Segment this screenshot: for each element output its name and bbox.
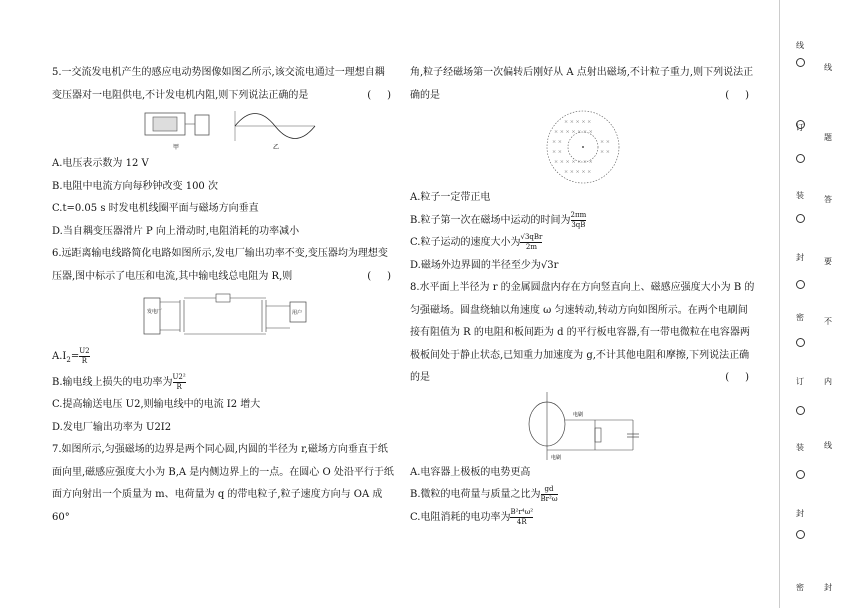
q7-b-num: 2πm	[570, 210, 587, 219]
q8-line5-text: 的是	[410, 372, 430, 383]
q6-b-num: U2²	[172, 372, 186, 381]
margin-char-outer: 密	[796, 313, 804, 322]
q7-b-den: 3qB	[571, 220, 586, 229]
margin-circle	[790, 154, 810, 165]
q5-fig-label-a: 甲	[172, 144, 179, 151]
margin-circle	[790, 338, 810, 349]
q5-stem-line2	[52, 85, 397, 108]
q6-b-fraction	[173, 373, 186, 392]
svg-text:× × × × × × ×: × × × × × × ×	[553, 159, 593, 165]
q8-c-prefix: C.电阻消耗的电功率为	[410, 511, 511, 523]
q8-b-fraction	[541, 485, 558, 504]
margin-char: 线	[824, 63, 832, 72]
margin-char: 封	[824, 583, 832, 592]
q6-a-eq: =	[70, 351, 80, 362]
q6-a-fraction	[79, 347, 89, 366]
q5-fig-label-b: 乙	[272, 144, 279, 151]
q6-a-sub: 2	[66, 356, 71, 364]
q5-option-b: B.电阻中电流方向每秒钟改变 100 次	[52, 180, 218, 192]
margin-char-outer: 密	[796, 583, 804, 592]
margin-char-outer: 订	[796, 377, 804, 386]
q6-a-prefix: A.I	[52, 351, 67, 362]
q5-figure	[52, 107, 397, 153]
margin-char: 线	[824, 441, 832, 450]
q8-c-num: B²r⁴ω²	[510, 507, 534, 516]
q6-option-a	[52, 346, 397, 372]
q7-figure	[410, 107, 755, 187]
q7-c-num: √3qBr	[520, 233, 543, 241]
q6-a-num: U2	[79, 347, 90, 355]
margin-circle	[790, 280, 810, 291]
q6-fig-right-label: 用户	[291, 310, 302, 316]
q5-stem-line1: 5.一交流发电机产生的感应电动势图像如图乙所示,该交流电通过一理想自耦	[52, 67, 385, 78]
margin-char: 不	[824, 317, 832, 326]
q8-line3: 接有阻值为 R 的电阻和板间距为 d 的平行板电容器,有一带电微粒在电容器两	[410, 327, 750, 338]
q6-a-den: R	[81, 357, 88, 365]
q7-cont-text: 确的是	[410, 89, 440, 101]
margin-circle	[790, 406, 810, 417]
margin-circle	[790, 214, 810, 225]
left-column	[52, 62, 397, 529]
q7-line3: 面方向射出一个质量为 m、电荷量为 q 的带电粒子,粒子速度方向与 OA 成 60°	[52, 489, 383, 523]
q7-option-d: D.磁场外边界圆的半径至少为√3r	[410, 259, 559, 271]
binding-line	[779, 0, 781, 608]
right-column	[410, 62, 755, 529]
margin-circle	[790, 470, 810, 481]
q8-answer-paren: ( )	[725, 372, 749, 383]
svg-text:× ×: × ×	[551, 149, 562, 155]
svg-text:× × × × ×: × × × × ×	[563, 119, 591, 125]
q8-brush-top-label: 电刷	[572, 411, 583, 418]
svg-text:× ×: × ×	[599, 139, 610, 145]
margin-char-outer: 封	[796, 253, 804, 262]
q8-option-a: A.电容器上极板的电势更高	[410, 466, 531, 478]
q7-c-fraction	[520, 233, 542, 252]
q5-stem-text: 变压器对一电阻供电,不计发电机内阻,则下列说法正确的是	[52, 89, 309, 101]
q7-c-den: 2m	[525, 243, 537, 251]
q6-stem-line1: 6.远距离输电线路简化电路如图所示,发电厂输出功率不变,变压器均为理想变	[52, 248, 388, 259]
margin-char: 答	[824, 195, 832, 204]
q6-figure	[52, 288, 397, 346]
q6-fig-left-label: 发电厂	[146, 309, 162, 315]
margin-circle	[790, 58, 810, 69]
q7-answer-paren: ( )	[725, 89, 749, 101]
q7-cont-line2	[410, 85, 755, 108]
q5-option-c: C.t=0.05 s 时发电机线圈平面与磁场方向垂直	[52, 203, 259, 214]
q8-line5	[410, 367, 755, 390]
q7-c-prefix: C.粒子运动的速度大小为	[410, 237, 521, 248]
svg-text:× ×: × ×	[599, 149, 610, 155]
margin-circle	[790, 530, 810, 541]
q8-b-den: Br²ω	[540, 495, 558, 503]
q8-brush-bottom-label: 电刷	[550, 454, 561, 461]
q8-b-prefix: B.微粒的电荷量与质量之比为	[410, 489, 541, 500]
q7-concentric-circles	[538, 107, 628, 187]
q6-option-b	[52, 372, 397, 395]
q7-line2: 面向里,磁感应强度大小为 B,A 是内侧边界上的一点。在圆心 O 处沿平行于纸	[52, 466, 394, 478]
q7-line1: 7.如图所示,匀强磁场的边界是两个同心圆,内圆的半径为 r,磁场方向垂直于纸	[52, 444, 388, 455]
q8-line4: 极板间处于静止状态,已知重力加速度为 g,不计其他电阻和摩擦,下列说法正确	[410, 349, 750, 361]
q7-option-c	[410, 232, 755, 255]
q8-b-num: gd	[541, 485, 558, 495]
q6-stem-line2	[52, 266, 397, 289]
q5-option-a: A.电压表示数为 12 V	[52, 158, 149, 169]
margin-char: 题	[824, 133, 832, 142]
q8-disk-circuit	[503, 390, 663, 462]
q6-b-prefix: B.输电线上损失的电功率为	[52, 376, 173, 388]
q7-b-prefix: B.粒子第一次在磁场中运动的时间为	[410, 214, 571, 226]
q8-c-fraction	[510, 508, 533, 527]
q8-option-b	[410, 484, 755, 507]
q6-answer-paren: ( )	[367, 270, 391, 282]
q8-figure	[410, 390, 755, 462]
margin-char-outer: 订	[796, 123, 804, 132]
q8-option-c	[410, 507, 755, 530]
q6-stem-text: 压器,图中标示了电压和电流,其中输电线总电阻为 R,则	[52, 270, 293, 282]
q7-b-fraction	[571, 211, 587, 230]
q8-line1: 8.水平面上半径为 r 的金属圆盘内存在方向竖直向上、磁感应强度大小为 B 的	[410, 282, 755, 293]
q5-answer-paren: ( )	[367, 89, 391, 101]
q6-option-c: C.提高输送电压 U2,则输电线中的电流 I2 增大	[52, 399, 261, 410]
q8-c-den: 4R	[516, 517, 527, 526]
q6-option-d: D.发电厂输出功率为 U2I2	[52, 421, 172, 433]
q7-cont-line1: 角,粒子经磁场第一次偏转后刚好从 A 点射出磁场,不计粒子重力,则下列说法正	[410, 67, 754, 78]
margin-char-outer: 封	[796, 509, 804, 518]
q5-diagram	[125, 107, 325, 153]
q6-b-den: R	[176, 382, 182, 391]
svg-text:× × × × ×: × × × × ×	[563, 169, 591, 175]
margin-char-outer: 装	[796, 191, 804, 200]
margin-char-outer: 装	[796, 443, 804, 452]
q6-diagram	[140, 288, 310, 344]
q7-option-a: A.粒子一定带正电	[410, 192, 491, 203]
svg-text:× ×: × ×	[551, 139, 562, 145]
q7-option-b	[410, 210, 755, 233]
margin-char: 要	[824, 257, 832, 266]
q5-option-d: D.当自耦变压器滑片 P 向上滑动时,电阻消耗的功率减小	[52, 225, 300, 237]
margin-char: 内	[824, 377, 832, 386]
q8-line2: 匀强磁场。圆盘绕轴以角速度 ω 匀速转动,转动方向如图所示。在两个电刷间	[410, 304, 748, 316]
svg-text:× × × × × × ×: × × × × × × ×	[553, 129, 593, 135]
margin-char-outer: 线	[796, 41, 804, 50]
